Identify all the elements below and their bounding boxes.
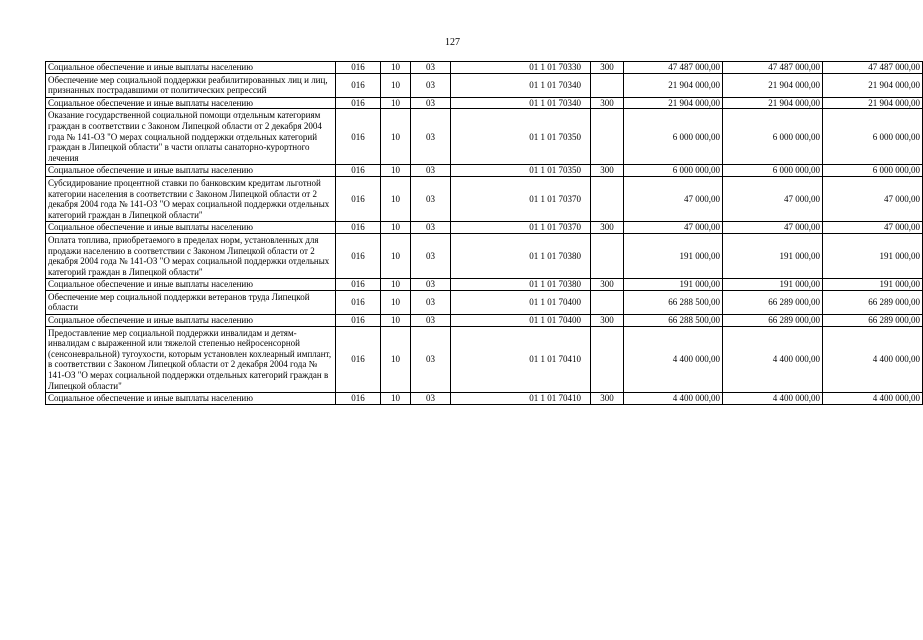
target-code: 01 1 01 70350 [451,109,591,165]
subsection-code: 03 [411,165,451,177]
amount-3: 4 400 000,00 [823,393,923,405]
amount-1: 47 000,00 [624,176,723,221]
row-name: Оплата топлива, приобретаемого в пределах норм, установленных для продажи населению в соответствии с Законом Липецкой области от 2 декабря 2004 года № 141-ОЗ "О мерах социальной поддержки отдельных категорий граждан в Липецкой области" [46,233,336,278]
expense-type-code: 300 [591,315,624,327]
table-row [46,315,923,327]
section-code: 10 [381,97,411,109]
expense-type-code: 300 [591,222,624,234]
subsection-code: 03 [411,315,451,327]
amount-2: 47 487 000,00 [723,62,823,74]
budget-table [45,61,923,405]
target-code: 01 1 01 70330 [451,62,591,74]
amount-2: 191 000,00 [723,279,823,291]
section-code: 10 [381,109,411,165]
row-name: Предоставление мер социальной поддержки инвалидам и детям-инвалидам с выраженной или тяжелой степенью нейросенсорной (сенсоневральной) тугоухости, которым установлен кохлеарный имплант, в соответствии с Законом Липецкой области от 2 декабря 2004 года № 141-ОЗ "О мерах социальной поддержки отдельных категорий граждан в Липецкой области" [46,326,336,393]
row-name: Социальное обеспечение и иные выплаты населению [46,315,336,327]
table-row [46,97,923,109]
subsection-code: 03 [411,62,451,74]
amount-2: 4 400 000,00 [723,393,823,405]
table-row [46,279,923,291]
expense-type-code: 300 [591,165,624,177]
section-code: 10 [381,315,411,327]
amount-1: 47 000,00 [624,222,723,234]
table-row [46,165,923,177]
expense-type-code [591,233,624,278]
amount-3: 6 000 000,00 [823,109,923,165]
subsection-code: 03 [411,279,451,291]
table-row [46,109,923,165]
expense-type-code [591,109,624,165]
section-code: 10 [381,326,411,393]
expense-type-code [591,290,624,314]
amount-3: 47 000,00 [823,222,923,234]
amount-2: 4 400 000,00 [723,326,823,393]
expense-type-code: 300 [591,97,624,109]
subsection-code: 03 [411,97,451,109]
table-row [46,222,923,234]
table-row [46,290,923,314]
target-code: 01 1 01 70380 [451,279,591,291]
ministry-code: 016 [336,73,381,97]
subsection-code: 03 [411,176,451,221]
table-row [46,393,923,405]
amount-1: 66 288 500,00 [624,290,723,314]
table-row [46,73,923,97]
target-code: 01 1 01 70370 [451,222,591,234]
ministry-code: 016 [336,222,381,234]
row-name: Социальное обеспечение и иные выплаты населению [46,165,336,177]
amount-1: 21 904 000,00 [624,73,723,97]
row-name: Социальное обеспечение и иные выплаты населению [46,97,336,109]
table-body [46,62,923,405]
row-name: Обеспечение мер социальной поддержки реабилитированных лиц и лиц, признанных пострадавшими от политических репрессий [46,73,336,97]
amount-3: 47 487 000,00 [823,62,923,74]
section-code: 10 [381,73,411,97]
table-row [46,62,923,74]
amount-1: 191 000,00 [624,233,723,278]
ministry-code: 016 [336,393,381,405]
amount-2: 66 289 000,00 [723,315,823,327]
expense-type-code: 300 [591,279,624,291]
target-code: 01 1 01 70410 [451,326,591,393]
row-name: Социальное обеспечение и иные выплаты населению [46,279,336,291]
amount-1: 66 288 500,00 [624,315,723,327]
expense-type-code: 300 [591,393,624,405]
amount-2: 21 904 000,00 [723,97,823,109]
section-code: 10 [381,165,411,177]
amount-3: 66 289 000,00 [823,315,923,327]
row-name: Социальное обеспечение и иные выплаты населению [46,393,336,405]
row-name: Обеспечение мер социальной поддержки ветеранов труда Липецкой области [46,290,336,314]
ministry-code: 016 [336,62,381,74]
target-code: 01 1 01 70370 [451,176,591,221]
section-code: 10 [381,222,411,234]
row-name: Социальное обеспечение и иные выплаты населению [46,222,336,234]
amount-2: 47 000,00 [723,222,823,234]
section-code: 10 [381,393,411,405]
subsection-code: 03 [411,109,451,165]
subsection-code: 03 [411,73,451,97]
target-code: 01 1 01 70340 [451,73,591,97]
subsection-code: 03 [411,290,451,314]
ministry-code: 016 [336,165,381,177]
amount-1: 21 904 000,00 [624,97,723,109]
expense-type-code [591,176,624,221]
amount-1: 6 000 000,00 [624,109,723,165]
ministry-code: 016 [336,315,381,327]
amount-2: 6 000 000,00 [723,165,823,177]
amount-3: 47 000,00 [823,176,923,221]
table-row [46,176,923,221]
row-name: Оказание государственной социальной помощи отдельным категориям граждан в соответствии с Законом Липецкой области от 2 декабря 2004 года № 141-ОЗ "О мерах социальной поддержки отдельных категорий граждан в Липецкой области" в части оплаты санаторно-курортного лечения [46,109,336,165]
amount-2: 47 000,00 [723,176,823,221]
target-code: 01 1 01 70410 [451,393,591,405]
target-code: 01 1 01 70400 [451,290,591,314]
amount-3: 21 904 000,00 [823,73,923,97]
section-code: 10 [381,290,411,314]
subsection-code: 03 [411,233,451,278]
table-row [46,233,923,278]
subsection-code: 03 [411,393,451,405]
amount-2: 191 000,00 [723,233,823,278]
section-code: 10 [381,279,411,291]
ministry-code: 016 [336,109,381,165]
ministry-code: 016 [336,279,381,291]
target-code: 01 1 01 70400 [451,315,591,327]
amount-2: 66 289 000,00 [723,290,823,314]
amount-3: 21 904 000,00 [823,97,923,109]
section-code: 10 [381,176,411,221]
subsection-code: 03 [411,222,451,234]
amount-3: 6 000 000,00 [823,165,923,177]
amount-3: 191 000,00 [823,279,923,291]
amount-1: 191 000,00 [624,279,723,291]
subsection-code: 03 [411,326,451,393]
ministry-code: 016 [336,233,381,278]
expense-type-code [591,73,624,97]
ministry-code: 016 [336,326,381,393]
amount-2: 21 904 000,00 [723,73,823,97]
ministry-code: 016 [336,176,381,221]
expense-type-code: 300 [591,62,624,74]
amount-3: 191 000,00 [823,233,923,278]
amount-1: 47 487 000,00 [624,62,723,74]
page-number: 127 [445,37,460,48]
amount-3: 4 400 000,00 [823,326,923,393]
target-code: 01 1 01 70340 [451,97,591,109]
amount-3: 66 289 000,00 [823,290,923,314]
ministry-code: 016 [336,97,381,109]
row-name: Субсидирование процентной ставки по банковским кредитам льготной категории населения в соответствии с Законом Липецкой области от 2 декабря 2004 года № 141-ОЗ "О мерах социальной поддержки отдельных категорий граждан в Липецкой области" [46,176,336,221]
table-row [46,326,923,393]
amount-1: 4 400 000,00 [624,393,723,405]
row-name: Социальное обеспечение и иные выплаты населению [46,62,336,74]
target-code: 01 1 01 70380 [451,233,591,278]
amount-1: 4 400 000,00 [624,326,723,393]
section-code: 10 [381,62,411,74]
section-code: 10 [381,233,411,278]
target-code: 01 1 01 70350 [451,165,591,177]
amount-1: 6 000 000,00 [624,165,723,177]
ministry-code: 016 [336,290,381,314]
amount-2: 6 000 000,00 [723,109,823,165]
expense-type-code [591,326,624,393]
